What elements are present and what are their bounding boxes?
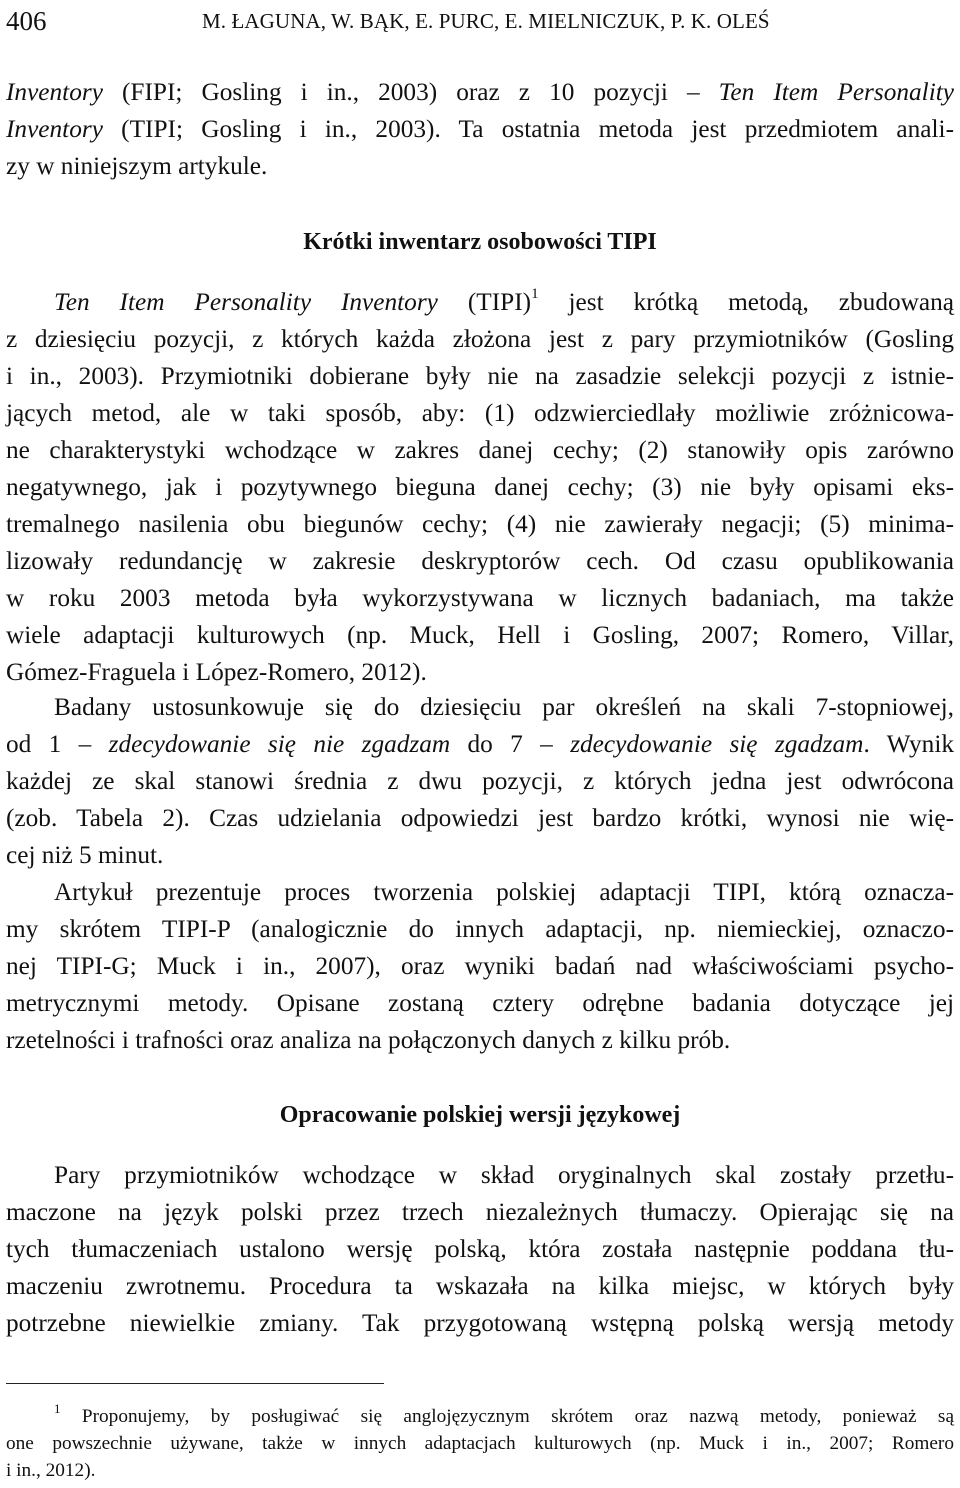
text-line: ne charakterystyki wchodzące w zakres danej cechy; (2) stanowiły opis zarówno [6, 436, 954, 464]
footnote [6, 1400, 954, 1484]
text-line: my skrótem TIPI-P (analogicznie do innych adaptacji, np. niemieckiej, oznaczo- [6, 915, 954, 943]
footnote-line: $^1$ Proponujemy, by posługiwać się anglojęzycznym skrótem oraz nazwą metody, ponieważ są [54, 1400, 954, 1427]
text-line: lizowały redundancję w zakresie deskryptorów cech. Od czasu opublikowania [6, 547, 954, 575]
text-line: wiele adaptacji kulturowych (np. Muck, Hell i Gosling, 2007; Romero, Villar, [6, 621, 954, 649]
text-line: cej niż 5 minut. [6, 841, 164, 869]
page-number: 406 [6, 6, 47, 36]
text-line: zy w niniejszym artykule. [6, 152, 268, 180]
text-line: z dziesięciu pozycji, z których każda złożona jest z pary przymiotników (Gosling [6, 325, 954, 353]
paragraph-tipi-description [6, 284, 954, 691]
paragraph-translation [6, 1157, 954, 1342]
text-line: negatywnego, jak i pozytywnego bieguna danej cechy; (3) nie były opisami eks- [6, 473, 954, 501]
text-line: rzetelności i trafności oraz analiza na połączonych danych z kilku prób. [6, 1026, 731, 1054]
running-head-authors: M. ŁAGUNA, W. BĄK, E. PURC, E. MIELNICZUK, P. K. OLEŚ [202, 9, 770, 33]
intro-paragraph [6, 74, 954, 185]
text-line: Inventory (TIPI; Gosling i in., 2003). Ta ostatnia metoda jest przedmiotem anali- [6, 115, 954, 143]
text-line: Gómez-Fraguela i López-Romero, 2012). [6, 658, 427, 686]
text-line: tych tłumaczeniach ustalono wersję polską, która została następnie poddana tłu- [6, 1235, 954, 1263]
footnote-line: one powszechnie używane, także w innych adaptacjach kulturowych (np. Muck i in., 2007; Romero [6, 1433, 954, 1454]
text-line: Artykuł prezentuje proces tworzenia polskiej adaptacji TIPI, którą oznacza- [54, 878, 954, 906]
text-line: maczeniu zwrotnemu. Procedura ta wskazała na kilka miejsc, w których były [6, 1272, 954, 1300]
section-heading-polish-version: Opracowanie polskiej wersji językowej [279, 1102, 681, 1128]
text-line: potrzebne niewielkie zmiany. Tak przygotowaną wstępną polską wersją metody [6, 1309, 954, 1337]
text-line: Inventory (FIPI; Gosling i in., 2003) oraz z 10 pozycji – Ten Item Personality [6, 78, 954, 106]
footnote-divider [6, 1383, 384, 1384]
text-line: w roku 2003 metoda była wykorzystywana w licznych badaniach, ma także [6, 584, 954, 612]
text-line: każdej ze skal stanowi średnia z dwu pozycji, z których jedna jest odwrócona [6, 767, 954, 795]
footnote-marker: 1 [54, 1400, 61, 1416]
paragraph-article-scope [6, 874, 954, 1059]
section-heading-tipi: Krótki inwentarz osobowości TIPI [303, 229, 657, 255]
text-line: Pary przymiotników wchodzące w skład oryginalnych skal zostały przetłu- [54, 1161, 954, 1189]
text-line: maczone na język polski przez trzech niezależnych tłumaczy. Opierając się na [6, 1198, 954, 1226]
text-line: tremalnego nasilenia obu biegunów cechy; (4) nie zawierały negacji; (5) minima- [6, 510, 954, 538]
paragraph-scoring [6, 689, 954, 874]
text-line: Ten Item Personality Inventory (TIPI)$^1$ jest krótką metodą, zbudowaną [54, 285, 954, 316]
text-line: metrycznymi metody. Opisane zostaną cztery odrębne badania dotyczące jej [6, 989, 954, 1017]
text-line: od 1 – zdecydowanie się nie zgadzam do 7 – zdecydowanie się zgadzam. Wynik [6, 730, 955, 758]
page-header [6, 4, 954, 40]
text-line: i in., 2003). Przymiotniki dobierane były nie na zasadzie selekcji pozycji z istnie- [6, 362, 954, 390]
text-line: Badany ustosunkowuje się do dziesięciu par określeń na skali 7-stopniowej, [54, 693, 954, 721]
footnote-reference: 1 [531, 285, 539, 302]
footnote-line: i in., 2012). [6, 1460, 96, 1481]
text-line: jących metod, ale w taki sposób, aby: (1) odzwierciedlały możliwie zróżnicowa- [6, 399, 954, 427]
text-line: (zob. Tabela 2). Czas udzielania odpowiedzi jest bardzo krótki, wynosi nie wię- [6, 804, 954, 832]
text-line: nej TIPI-G; Muck i in., 2007), oraz wyniki badań nad właściwościami psycho- [6, 952, 954, 980]
